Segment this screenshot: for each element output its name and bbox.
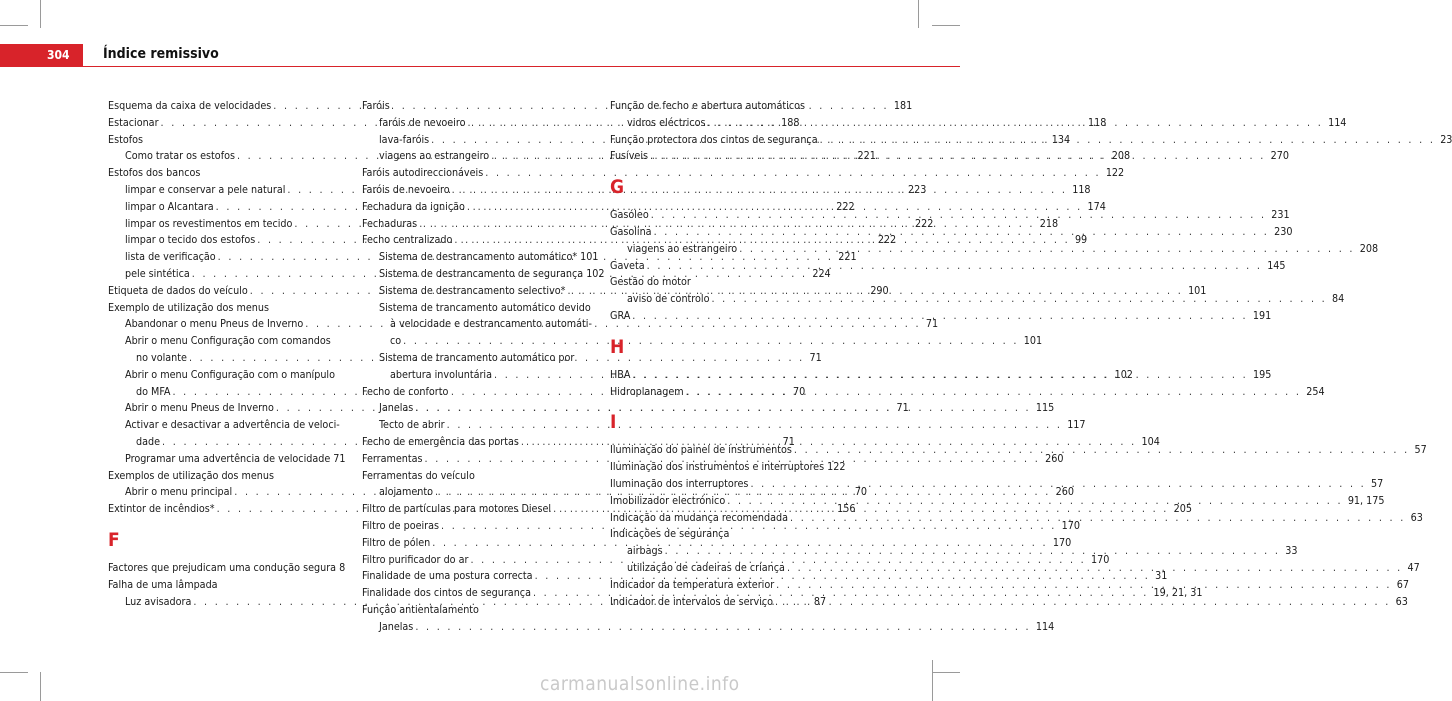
entry-page: 19, 21, 31 [1153, 586, 1203, 600]
header-rule [83, 66, 960, 67]
entry-page: 208 [1359, 241, 1379, 255]
entry-term: Esquema da caixa de velocidades [108, 99, 272, 112]
entry-term: Janelas [379, 619, 414, 633]
entry-page: 104 [1141, 434, 1160, 448]
crop-mark [932, 672, 960, 673]
entry-term: Faróis de nevoeiro [362, 182, 450, 196]
entry-page: 118 [1072, 182, 1091, 196]
entry-term: Exemplo de utilização dos menus [108, 300, 269, 314]
entry-term: Imobilizador electrónico [610, 493, 726, 507]
entry-page: 222 [836, 199, 855, 213]
entry-page: 221 [857, 149, 876, 163]
entry-page: 71 [782, 434, 795, 448]
entry-term: Fecho centralizado [362, 233, 453, 247]
entry-term: lava-faróis [379, 132, 430, 146]
entry-page: 70 [854, 485, 868, 499]
index-entry [108, 560, 346, 577]
index-entry [108, 165, 340, 182]
entry-page: 101 [580, 250, 599, 264]
entry-term: aviso de controlo [627, 292, 710, 306]
entry-page: 231 [1271, 208, 1290, 222]
entry-term: no volante [136, 350, 187, 364]
entry-term: dade [136, 434, 161, 448]
entry-term: Faróis autodireccionáveis [362, 166, 484, 180]
entry-term: vidros eléctricos [627, 115, 706, 129]
leader-dots [632, 308, 1248, 325]
entry-term: Indicação da mudança recomendada [610, 510, 789, 524]
entry-page: 31 [1155, 569, 1168, 583]
entry-term: Activar e desactivar a advertência de veloci- [125, 418, 340, 432]
entry-page: 102 [1114, 367, 1133, 381]
entry-term: Iluminação dos instrumentos e interruptores [610, 460, 825, 474]
leader-dots [708, 115, 1324, 132]
entry-page: 87 [813, 594, 827, 608]
entry-term: Fechadura da ignição [362, 199, 465, 213]
index-entry [610, 258, 1286, 275]
leader-dots [632, 367, 1248, 384]
entry-term: Filtro purificador do ar [362, 552, 469, 566]
entry-term: Gasóleo [610, 208, 649, 222]
entry-term: limpar os revestimentos em tecido [125, 216, 293, 230]
page-number: 304 [47, 48, 70, 62]
crop-mark [932, 660, 933, 701]
entry-term: Falha de uma lâmpada [108, 577, 218, 591]
entry-term: Sistema de trancamento automático devido [379, 300, 591, 314]
entry-term: limpar o Alcantara [125, 199, 214, 213]
entry-term: Iluminação do painel de instrumentos [610, 443, 792, 457]
index-entry [610, 98, 842, 115]
watermark: carmanualsonline.info [540, 673, 740, 695]
entry-page: 71 [809, 350, 822, 364]
entry-term: Abrir o menu Configuração com comandos [125, 334, 331, 348]
crop-mark [0, 25, 28, 26]
index-entry [610, 459, 846, 476]
entry-page: 208 [1111, 149, 1131, 163]
entry-page: 71 [333, 451, 346, 465]
section-letter: H [610, 335, 625, 358]
index-entry [108, 577, 340, 594]
leader-dots [711, 291, 1327, 308]
entry-page: 71 [896, 401, 909, 415]
entry-term: GRA [610, 308, 631, 322]
entry-term: do MFA [136, 384, 171, 398]
entry-term: limpar o tecido dos estofos [125, 233, 256, 247]
entry-term: viagens ao estrangeiro [627, 241, 738, 255]
entry-term: Abrir o menu Configuração com o manípulo [125, 367, 335, 381]
entry-page: 114 [1328, 115, 1347, 129]
entry-term: Luz avisadora [125, 594, 192, 608]
entry-term: Abrir o menu principal [125, 485, 233, 499]
index-entry [362, 98, 594, 115]
leader-dots [794, 442, 1410, 459]
leader-dots [787, 560, 1403, 577]
entry-page: 122 [827, 460, 846, 474]
entry-term: Finalidade de uma postura correcta [362, 569, 533, 583]
entry-term: alojamento [379, 485, 434, 499]
index-entry [610, 526, 842, 543]
entry-term: HBA [610, 367, 631, 381]
entry-term: Sistema de destrancamento automático* [379, 250, 578, 264]
entry-page: 170 [1061, 518, 1080, 532]
leader-dots [739, 241, 1355, 258]
index-entry [108, 451, 346, 468]
index-entry [610, 274, 842, 291]
section-letter: F [108, 528, 120, 551]
crop-mark [918, 0, 919, 28]
entry-page: 70 [793, 384, 806, 398]
entry-page: 47 [1407, 560, 1420, 574]
entry-term: Estofos dos bancos [108, 166, 201, 180]
entry-term: Filtro de partículas para motores Diesel [362, 502, 552, 516]
entry-page: 57 [1414, 443, 1427, 457]
entry-term: Etiqueta de dados do veículo [108, 283, 248, 297]
entry-page: 122 [1105, 166, 1125, 180]
entry-page: 191 [1252, 308, 1272, 322]
entry-page: 117 [1067, 418, 1086, 432]
entry-page: 67 [1396, 577, 1409, 591]
leader-dots [776, 577, 1392, 594]
entry-term: Exemplos de utilização dos menus [108, 468, 274, 482]
entry-page: 101 [1023, 334, 1043, 348]
entry-term: pele sintética [125, 266, 190, 280]
entry-term: Filtro de poeiras [362, 518, 440, 532]
entry-page: 33 [1285, 544, 1298, 558]
section-letter: G [610, 176, 625, 199]
entry-page: 270 [1270, 149, 1289, 163]
entry-page: 260 [1055, 485, 1074, 499]
entry-page: 102 [586, 266, 605, 280]
entry-term: Estacionar [108, 115, 159, 129]
entry-page: 224 [812, 266, 831, 280]
entry-term: Função protectora dos cintos de segurança [610, 132, 818, 146]
entry-page: 170 [1091, 552, 1110, 566]
index-entry [610, 594, 1408, 611]
entry-term: Faróis [362, 99, 390, 112]
entry-term: Gestão do motor [610, 275, 691, 289]
leader-dots [654, 224, 1270, 241]
leader-dots [686, 384, 1302, 401]
entry-page: 290 [870, 283, 889, 297]
entry-term: Indicações de segurança [610, 527, 730, 541]
entry-term: Sistema de destrancamento selectivo* [379, 283, 566, 297]
section-letter: I [610, 411, 617, 434]
entry-page: 223 [907, 182, 927, 196]
entry-page: 222 [877, 233, 897, 247]
leader-dots [820, 132, 1436, 149]
entry-term: Indicador da temperatura exterior [610, 577, 775, 591]
leader-dots [750, 476, 1366, 493]
crop-mark [0, 672, 28, 673]
entry-term: Ferramentas do veículo [362, 468, 475, 482]
entry-term: Gaveta [610, 258, 645, 272]
entry-term: Factores que prejudicam uma condução segura [108, 560, 337, 574]
page-title: Índice remissivo [103, 46, 219, 62]
entry-page: 114 [1035, 619, 1055, 633]
index-entry [362, 165, 1125, 182]
index-entry [362, 417, 1086, 434]
entry-page: 101 [1188, 283, 1207, 297]
entry-term: Função antientalamento [362, 602, 479, 616]
entry-term: Filtro de pólen [362, 535, 431, 549]
entry-term: Iluminação dos interruptores [610, 476, 749, 490]
leader-dots [727, 493, 1343, 510]
leader-dots [651, 207, 1267, 224]
entry-term: Como tratar os estofos [125, 149, 235, 163]
entry-term: limpar e conservar a pele natural [125, 182, 286, 196]
entry-page: 63 [1395, 594, 1408, 608]
index-entry [610, 384, 1325, 401]
entry-term: Estofos [108, 132, 144, 146]
entry-page: 91, 175 [1347, 493, 1385, 507]
entry-term: à velocidade e destrancamento automáti- [390, 317, 592, 331]
entry-page: 23 [1440, 132, 1452, 146]
entry-term: lista de verificação [125, 250, 216, 264]
entry-term: Fechaduras [362, 216, 418, 230]
entry-term: Função de fecho e abertura automáticos [610, 99, 806, 112]
crop-mark [40, 672, 41, 701]
entry-page: 174 [1087, 199, 1106, 213]
entry-page: 260 [1045, 451, 1064, 465]
index-entry [108, 468, 340, 485]
entry-term: viagens ao estrangeiro [379, 149, 490, 163]
entry-page: 115 [1035, 401, 1055, 415]
entry-term: Janelas [379, 401, 414, 415]
entry-page: 118 [1088, 115, 1107, 129]
index-entry [362, 468, 594, 485]
entry-term: Tecto de abrir [379, 418, 445, 432]
entry-term: Finalidade dos cintos de segurança [362, 586, 531, 600]
entry-term: Gasolina [610, 224, 652, 238]
entry-term: Ferramentas [362, 451, 423, 465]
entry-term: Fecho de emergência das portas [362, 434, 519, 448]
leader-dots [665, 543, 1281, 560]
crop-mark [932, 25, 960, 26]
index-entry [362, 249, 599, 266]
entry-page: 145 [1267, 258, 1286, 272]
entry-page: 205 [1173, 502, 1193, 516]
entry-page: 134 [1051, 132, 1071, 146]
entry-term: airbags [627, 544, 663, 558]
entry-page: 170 [1052, 535, 1072, 549]
entry-term: Indicador de intervalos de serviço [610, 594, 774, 608]
entry-term: Fecho de conforto [362, 384, 449, 398]
leader-dots [415, 619, 1031, 636]
index-entry [610, 291, 1345, 308]
index-entry [108, 300, 340, 317]
index-entry [108, 132, 340, 149]
entry-term: Fusíveis [610, 149, 649, 163]
leader-dots [790, 510, 1406, 527]
entry-term: utilização de cadeiras de criança [627, 560, 785, 574]
entry-page: 195 [1252, 367, 1272, 381]
index-entry [362, 384, 594, 401]
entry-term: abertura involuntária [390, 367, 492, 381]
entry-term: Abrir o menu Pneus de Inverno [125, 401, 274, 415]
entry-page: 63 [1410, 510, 1423, 524]
leader-dots [775, 594, 1391, 611]
entry-page: 8 [339, 560, 346, 574]
entry-term: co [390, 334, 402, 348]
entry-page: 99 [1074, 233, 1088, 247]
entry-page: 218 [1039, 216, 1059, 230]
entry-page: 71 [925, 317, 939, 331]
entry-page: 254 [1306, 384, 1325, 398]
entry-page: 230 [1274, 224, 1293, 238]
page-number-box [0, 44, 83, 67]
entry-term: Sistema de trancamento automático por [379, 350, 575, 364]
entry-term: Hidroplanagem [610, 384, 684, 398]
entry-page: 221 [838, 250, 857, 264]
entry-page: 57 [1371, 476, 1384, 490]
index-entry [362, 602, 594, 619]
entry-term: Abandonar o menu Pneus de Inverno [125, 317, 304, 331]
leader-dots [647, 258, 1263, 275]
leader-dots [650, 148, 1266, 165]
entry-term: Extintor de incêndios* [108, 502, 215, 516]
entry-page: 222 [914, 216, 934, 230]
entry-term: Programar uma advertência de velocidade [125, 451, 331, 465]
index-entry [362, 619, 1055, 636]
crop-mark [40, 0, 41, 28]
entry-term: faróis de nevoeiro [379, 115, 466, 129]
entry-page: 84 [1332, 292, 1345, 306]
entry-page: 181 [893, 99, 913, 112]
index-entry [362, 333, 1043, 350]
index-entry [362, 266, 605, 283]
entry-term: Sistema de destrancamento de segurança [379, 266, 584, 280]
entry-page: 188 [781, 115, 800, 129]
entry-page: 156 [837, 502, 856, 516]
